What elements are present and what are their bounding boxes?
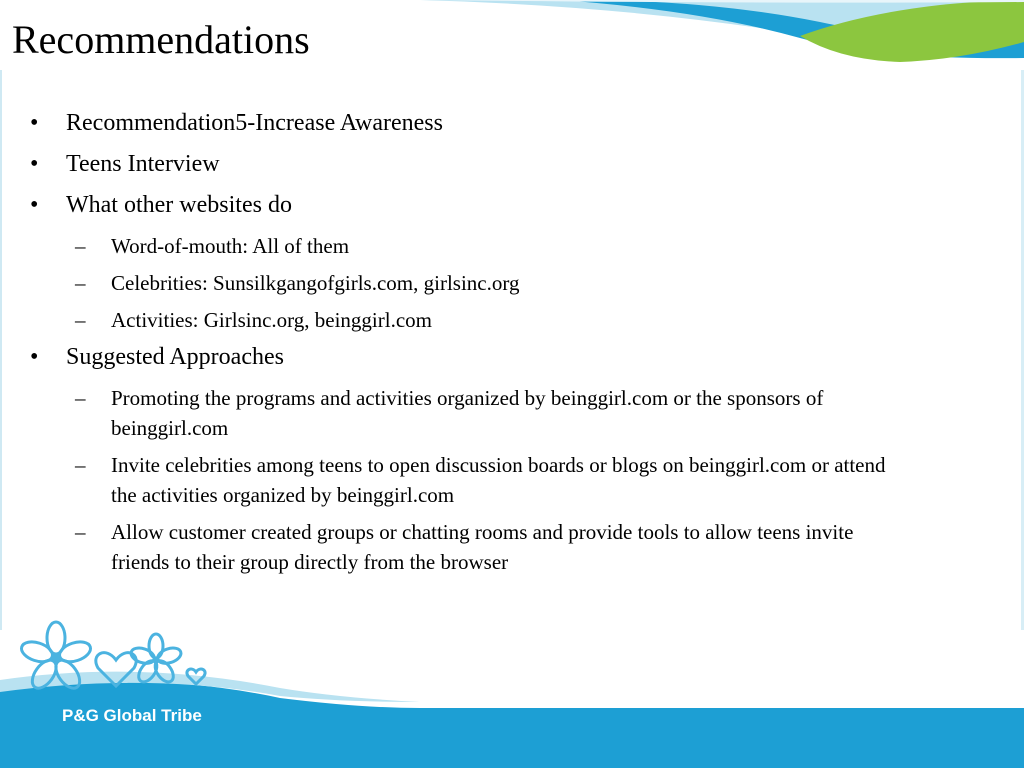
bullet-marker: •	[30, 110, 39, 136]
list-item	[30, 108, 910, 138]
dash-marker: –	[75, 308, 86, 332]
dash-marker: –	[75, 453, 86, 477]
sub-list-item	[30, 517, 910, 577]
flower-heart-decoration	[6, 620, 216, 710]
sub-list-item-text: Allow customer created groups or chatting rooms and provide tools to allow teens invite friends to their group directly from the browser	[111, 520, 854, 574]
sub-list-item-text: Activities: Girlsinc.org, beinggirl.com	[111, 308, 432, 332]
list-item	[30, 342, 910, 372]
list-item-text: Suggested Approaches	[66, 344, 284, 370]
list-item	[30, 149, 910, 179]
dash-marker: –	[75, 520, 86, 544]
sub-list-item	[30, 305, 910, 335]
bullet-marker: •	[30, 151, 39, 177]
sub-list-item	[30, 383, 910, 443]
list-item-text: Recommendation5-Increase Awareness	[66, 110, 443, 136]
sub-list-item-text: Word-of-mouth: All of them	[111, 234, 350, 258]
sub-list-item	[30, 231, 910, 261]
list-item-text: What other websites do	[66, 192, 292, 218]
bullet-list	[30, 108, 910, 584]
sub-list-item-text: Invite celebrities among teens to open discussion boards or blogs on beinggirl.com or attend the activities organized by beinggirl.com	[111, 453, 886, 507]
dash-marker: –	[75, 386, 86, 410]
bullet-marker: •	[30, 344, 39, 370]
list-item-text: Teens Interview	[66, 151, 220, 177]
dash-marker: –	[75, 271, 86, 295]
dash-marker: –	[75, 234, 86, 258]
left-border-line	[0, 70, 2, 630]
sub-list-item	[30, 450, 910, 510]
slide-title: Recommendations	[12, 17, 310, 62]
sub-list-item	[30, 268, 910, 298]
sub-list-item-text: Promoting the programs and activities organized by beinggirl.com or the sponsors of beinggirl.com	[111, 386, 824, 440]
footer-brand-label: P&G Global Tribe	[62, 706, 202, 725]
bullet-marker: •	[30, 192, 39, 218]
sub-list-item-text: Celebrities: Sunsilkgangofgirls.com, girlsinc.org	[111, 271, 520, 295]
list-item	[30, 190, 910, 220]
